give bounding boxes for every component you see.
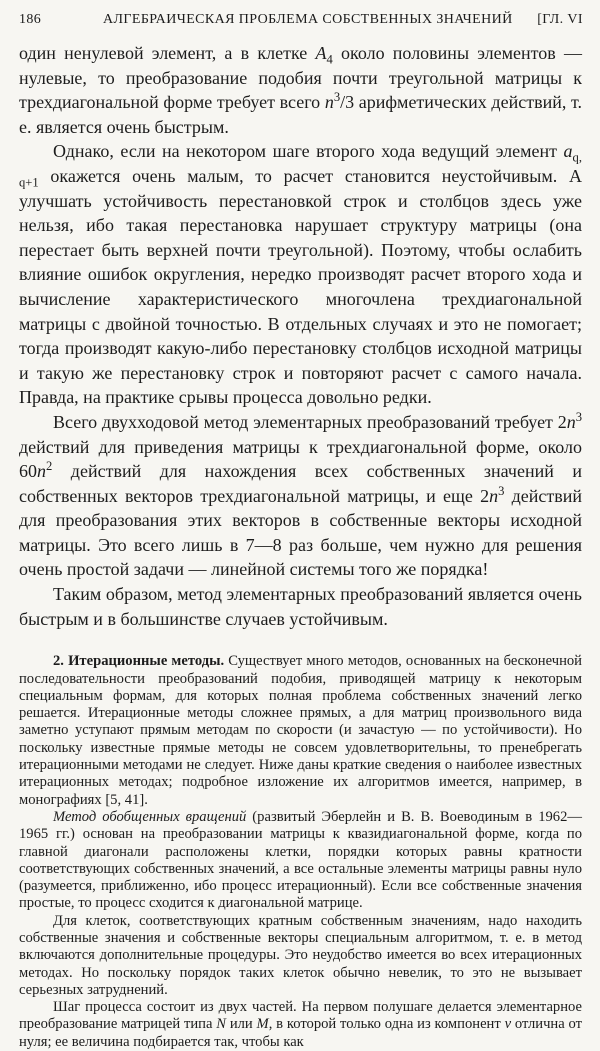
chapter-label: [ГЛ. VI [537, 12, 583, 27]
section-2-rotations: Метод обобщенных вращений (развитый Эберлейн и В. В. Воеводиным в 1962—1965 гг.) основан на преобразовании матрицы к квазидиагональной форме, когда по главной диагонали расположены клетки, порядки которых равны кратности соответствующих собственных значений, а все остальные элементы матрицы равны нуло (разумеется, приближенно, ибо процесс итерационный). Если все собственные значения простые, то процесс сходится к диагональной матрице. [19, 808, 582, 912]
section-2-intro: 2. Итерационные методы. Существует много методов, основанных на бесконечной последовательности преобразований подобия, приводящей матрицу к некоторым специальным формам, для которых полная проблема собственных значений легко решается. Итерационные методы сложнее прямых, а для матриц произвольного вида заметно уступают прямым методам по скорости (и зачастую — по устойчивости). Но поскольку известные прямые методы не совсем удовлетворительны, то пренебрегать итерационными методами не следует. Ниже даны краткие сведения о наиболее известных итерационных методах; подробное изложение их алгоритмов имеется, например, в монографиях [5, 41]. [19, 653, 582, 808]
section-2-step: Шаг процесса состоит из двух частей. На первом полушаге делается элементарное преобразование матрицей типа N или M, в которой только одна из компонент v отлична от нуля; ее величина подбирается так, чтобы как [19, 999, 583, 1050]
paragraph-3: Всего двухходовой метод элементарных преобразований требует $2n^3$ действий для приведения матрицы к трехдиагональной форме, около $60n^2$ действий для нахождения всех собственных значений и собственных векторов трехдиагональной матрицы, и еще $2n^3$ действий для преобразования этих векторов в собственные векторы исходной матрицы. Это всего лишь в 7—8 раз больше, чем нужно для решения очень простой задачи — линейной системы того же порядка! [19, 409, 582, 580]
paragraph-1: один ненулевой элемент, а в клетке $A_4$ около половины элементов — нулевые, то преобразование подобия почти треугольной матрицы к трехдиагональной форме требует всего $n^3/3$ арифметических действий, т. е. является очень быстрым. [19, 43, 582, 137]
section-2 [19, 653, 582, 1051]
page-number: 186 [19, 12, 42, 27]
running-title: АЛГЕБРАИЧЕСКАЯ ПРОБЛЕМА СОБСТВЕННЫХ ЗНАЧЕНИЙ [103, 12, 513, 27]
paragraph-2: Однако, если на некотором шаге второго хода ведущий элемент $a_{q, q+1}$ окажется очень малым, то расчет становится неустойчивым. А улучшать устойчивость перестановкой строк и столбцов здесь уже нельзя, ибо такая перестановка нарушает структуру матрицы (она перестает быть верхней почти треугольной). Поэтому, чтобы ослабить влияние ошибок округления, нередко производят расчет второго хода и вычисление характеристического многочлена трехдиагональной матрицы с двойной точностью. В отдельных случаях и это не помогает; тогда производят какую-либо перестановку столбцов исходной матрицы и такую же перестановку строк и повторяют расчет с самого начала. Правда, на практике срывы процесса довольно редки. [19, 141, 582, 408]
running-header [19, 12, 583, 34]
section-heading: 2. Итерационные методы. [53, 653, 225, 670]
main-text [19, 41, 582, 631]
section-2-blocks: Для клеток, соответствующих кратным собственным значениям, надо находить собственные значения и собственные векторы специальным алгоритмом, т. е. в метод включаются дополнительные процедуры. Это неудобство имеется во всех итерационных методах. Но поскольку порядок таких клеток обычно невелик, то это не вызывает серьезных затруднений. [19, 912, 582, 998]
page-body [19, 41, 582, 1051]
paragraph-4: Таким образом, метод элементарных преобразований является очень быстрым и в большинстве случаев устойчивым. [19, 584, 582, 629]
